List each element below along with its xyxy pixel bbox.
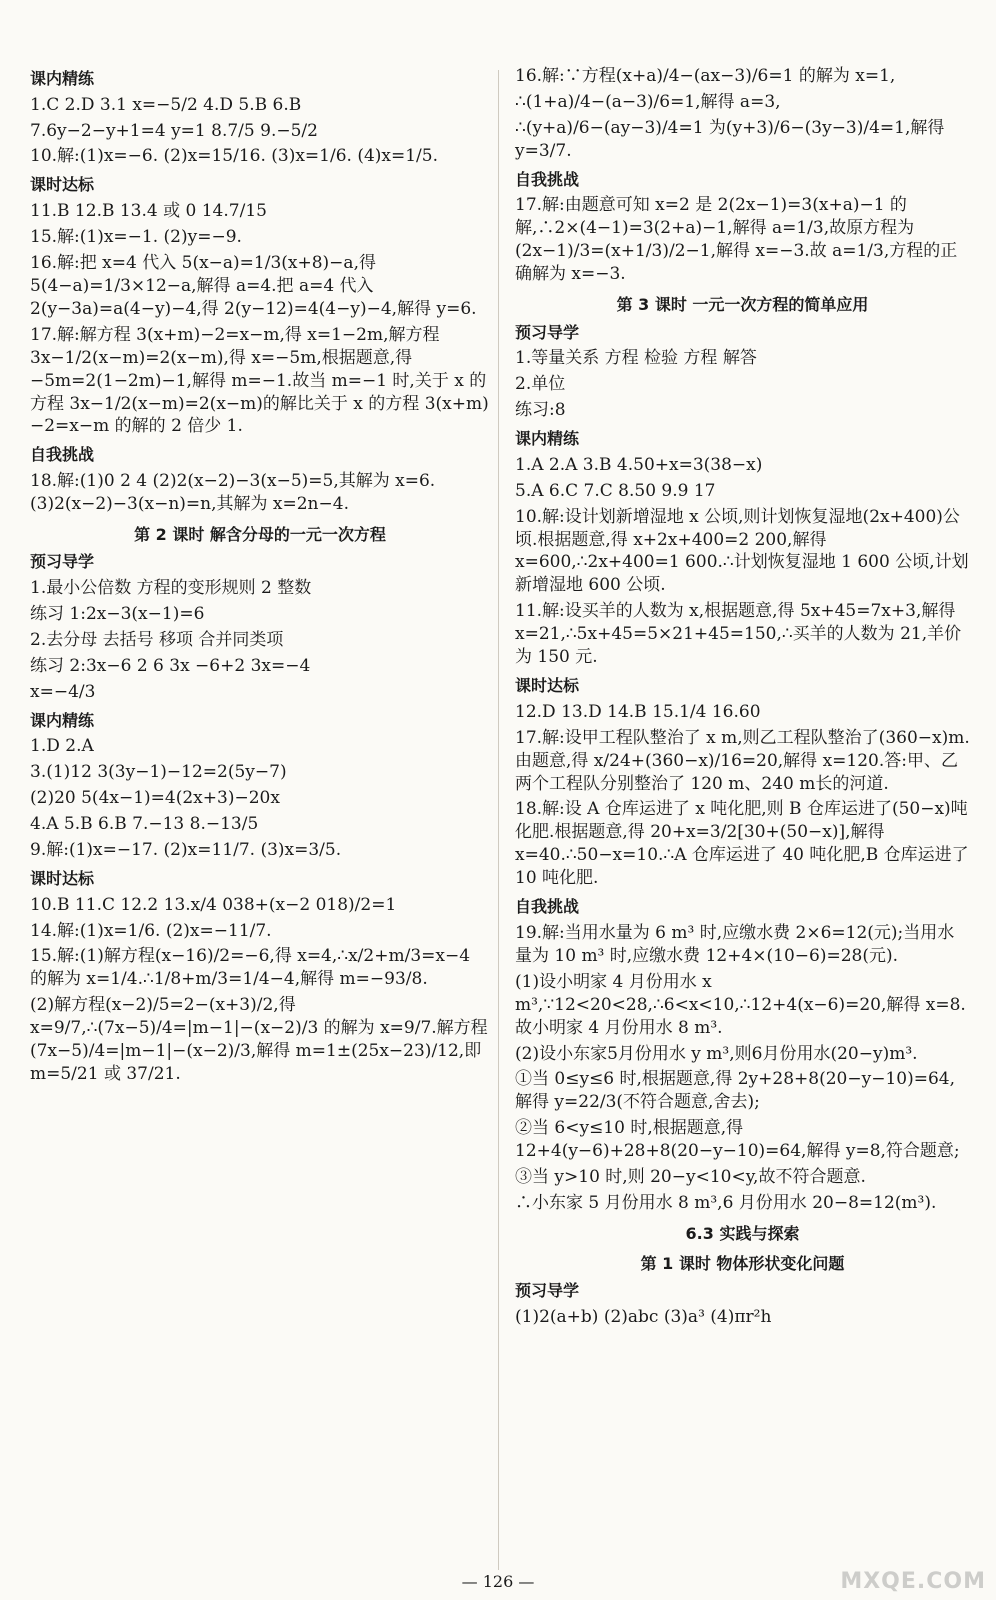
answer-line: ∴小东家 5 月份用水 8 m³,6 月份用水 20−8=12(m³). xyxy=(515,1193,937,1214)
answer-line: 16.解:∵方程(x+a)/4−(ax−3)/6=1 的解为 x=1, xyxy=(515,66,896,86)
answer-line: 10.解:(1)x=−6. (2)x=15/16. (3)x=1/6. (4)x=1/5. xyxy=(30,146,439,167)
answer-line: 2.单位 xyxy=(515,374,566,395)
answer-line: 练习 1:2x−3(x−1)=6 xyxy=(30,603,205,624)
answer-line: (1)2(a+b) (2)abc (3)a³ (4)πr²h xyxy=(515,1306,772,1327)
answer-line: 练习:8 xyxy=(515,400,566,421)
page-number: — 126 — xyxy=(461,1572,535,1591)
section-heading: 课内精练 xyxy=(30,69,95,88)
section-heading: 课内精练 xyxy=(30,710,95,730)
answer-line: 16.解:把 x=4 代入 5(x−a)=1/3(x+8)−a,得 5(4−a)=1/3×12−a,解得 a=4.把 a=4 代入 2(y−3a)=a(4−y)−4,得 2(y−12)=4(4−y)−4,解得 y=6. xyxy=(30,252,477,319)
answer-line: 18.解:(1)0 2 4 (2)2(x−2)−3(x−5)=5,其解为 x=6. (3)2(x−2)−3(x−n)=n,其解为 x=2n−4. xyxy=(30,470,436,514)
answer-line: ③当 y>10 时,则 20−y<10<y,故不符合题意. xyxy=(515,1167,866,1188)
column-divider xyxy=(498,70,499,1570)
answer-line: 11.解:设买羊的人数为 x,根据题意,得 5x+45=7x+3,解得 x=21,∴5x+45=5×21+45=150,∴买羊的人数为 21,羊价为 150 元. xyxy=(515,601,962,668)
section-heading: 自我挑战 xyxy=(515,897,580,917)
answer-line: 15.解:(1)解方程(x−16)/2=−6,得 x=4,∴x/2+m/3=x−4 的解为 x=1/4.∴1/8+m/3=1/4−4,解得 m=−93/8. xyxy=(30,946,471,990)
answer-line: 1.等量关系 方程 检验 方程 解答 xyxy=(515,348,757,369)
answer-line: 1.D 2.A xyxy=(30,736,94,757)
answer-line: 17.解:由题意可知 x=2 是 2(2x−1)=3(x+a)−1 的解,∴2×(4−1)=3(2+a)−1,解得 a=1/3,故原方程为(2x−1)/3=(x+1/3)/2−1,解得 x=−3.故 a=1/3,方程的正确解为 x=−3. xyxy=(515,195,958,285)
lesson-title: 第 1 课时 物体形状变化问题 xyxy=(640,1253,845,1273)
answer-line: 18.解:设 A 仓库运进了 x 吨化肥,则 B 仓库运进了(50−x)吨化肥.根据题意,得 20+x=3/2[30+(50−x)],解得 x=40.∴50−x=10.∴A 仓库运进了 40 吨化肥,B 仓库运进了 10 吨化肥. xyxy=(515,799,969,889)
section-heading: 预习导学 xyxy=(515,322,580,342)
answer-line: 9.解:(1)x=−17. (2)x=11/7. (3)x=3/5. xyxy=(30,840,342,861)
answer-line: 3.(1)12 3(3y−1)−12=2(5y−7) xyxy=(30,762,287,783)
answer-line: 15.解:(1)x=−1. (2)y=−9. xyxy=(30,226,242,247)
right-column xyxy=(515,62,970,1332)
answer-line: 4.A 5.B 6.B 7.−13 8.−13/5 xyxy=(30,814,259,835)
answer-line: x=−4/3 xyxy=(30,681,96,702)
answer-line: 5.A 6.C 7.C 8.50 9.9 17 xyxy=(515,480,716,501)
lesson-title: 第 3 课时 一元一次方程的简单应用 xyxy=(616,295,869,315)
answer-line: ∴(1+a)/4−(a−3)/6=1,解得 a=3, xyxy=(515,91,781,112)
answer-line: 练习 2:3x−6 2 6 3x −6+2 3x=−4 xyxy=(30,655,311,676)
answer-line: 19.解:当用水量为 6 m³ 时,应缴水费 2×6=12(元);当用水量为 10 m³ 时,应缴水费 12+4×(10−6)=28(元). xyxy=(515,922,955,966)
answer-line: ②当 6<y≤10 时,根据题意,得 12+4(y−6)+28+8(20−y−10)=64,解得 y=8,符合题意; xyxy=(515,1118,960,1162)
answer-line: 2.去分母 去括号 移项 合并同类项 xyxy=(30,629,284,650)
section-heading: 预习导学 xyxy=(515,1281,580,1301)
answer-line: 11.B 12.B 13.4 或 0 14.7/15 xyxy=(30,201,267,221)
answer-line: 14.解:(1)x=1/6. (2)x=−11/7. xyxy=(30,920,272,941)
section-heading: 课时达标 xyxy=(30,869,95,888)
answer-line: ①当 0≤y≤6 时,根据题意,得 2y+28+8(20−y−10)=64,解得 y=22/3(不符合题意,舍去); xyxy=(515,1069,955,1113)
answer-line: (2)设小东家5月份用水 y m³,则6月份用水(20−y)m³. xyxy=(515,1043,918,1064)
section-heading: 预习导学 xyxy=(30,552,95,572)
answer-line: (1)设小明家 4 月份用水 x m³,∵12<20<28,∴6<x<10,∴12+4(x−6)=20,解得 x=8.故小明家 4 月份用水 8 m³. xyxy=(515,971,966,1038)
answer-line: 17.解:解方程 3(x+m)−2=x−m,得 x=1−2m,解方程 3x−1/2(x−m)=2(x−m),得 x=−5m,根据题意,得−5m=2(1−2m)−1,解得 m=−1.故当 m=−1 时,关于 x 的方程 3x−1/2(x−m)=2(x−m)的解比关于 x 的方程 3(x+m)−2=x−m 的解的 2 倍少 1. xyxy=(30,324,489,437)
answer-line: 10.B 11.C 12.2 13.x/4 038+(x−2 018)/2=1 xyxy=(30,894,397,915)
section-heading: 课时达标 xyxy=(30,175,95,195)
answer-line: 17.解:设甲工程队整治了 x m,则乙工程队整治了(360−x)m.由题意,得 x/24+(360−x)/16=20,解得 x=120.答:甲、乙两个工程队分别整治了 120 m、240 m长的河道. xyxy=(515,727,970,794)
answer-line: 7.6y−2−y+1=4 y=1 8.7/5 9.−5/2 xyxy=(30,120,318,141)
answer-line: ∴(y+a)/6−(ay−3)/4=1 为(y+3)/6−(3y−3)/4=1,解得 y=3/7. xyxy=(515,117,945,161)
answer-line: 1.A 2.A 3.B 4.50+x=3(38−x) xyxy=(515,454,763,475)
left-column xyxy=(30,62,490,1089)
section-heading: 课时达标 xyxy=(515,676,580,696)
section-title: 6.3 实践与探索 xyxy=(685,1224,800,1244)
answer-line: 12.D 13.D 14.B 15.1/4 16.60 xyxy=(515,701,761,722)
answer-line: (2)解方程(x−2)/5=2−(x+3)/2,得 x=9/7,∴(7x−5)/4=|m−1|−(x−2)/3 的解为 x=9/7.解方程(7x−5)/4=|m−1|−(x−2)/3,解得 m=1±(25x−23)/12,即 m=5/21 或 37/21. xyxy=(30,995,488,1085)
answer-line: 10.解:设计划新增湿地 x 公顷,则计划恢复湿地(2x+400)公顷.根据题意,得 x+2x+400=2 200,解得 x=600,∴2x+400=1 600.∴计划恢复湿地 1 600 公顷,计划新增湿地 600 公顷. xyxy=(515,506,969,596)
section-heading: 自我挑战 xyxy=(515,169,580,189)
section-heading: 课内精练 xyxy=(515,429,580,449)
lesson-title: 第 2 课时 解含分母的一元一次方程 xyxy=(134,524,386,544)
answer-line: (2)20 5(4x−1)=4(2x+3)−20x xyxy=(30,788,280,809)
section-heading: 自我挑战 xyxy=(30,445,95,465)
watermark: MXQE.COM xyxy=(840,1569,986,1594)
answer-line: 1.最小公倍数 方程的变形规则 2 整数 xyxy=(30,578,312,599)
answer-line: 1.C 2.D 3.1 x=−5/2 4.D 5.B 6.B xyxy=(30,94,302,115)
